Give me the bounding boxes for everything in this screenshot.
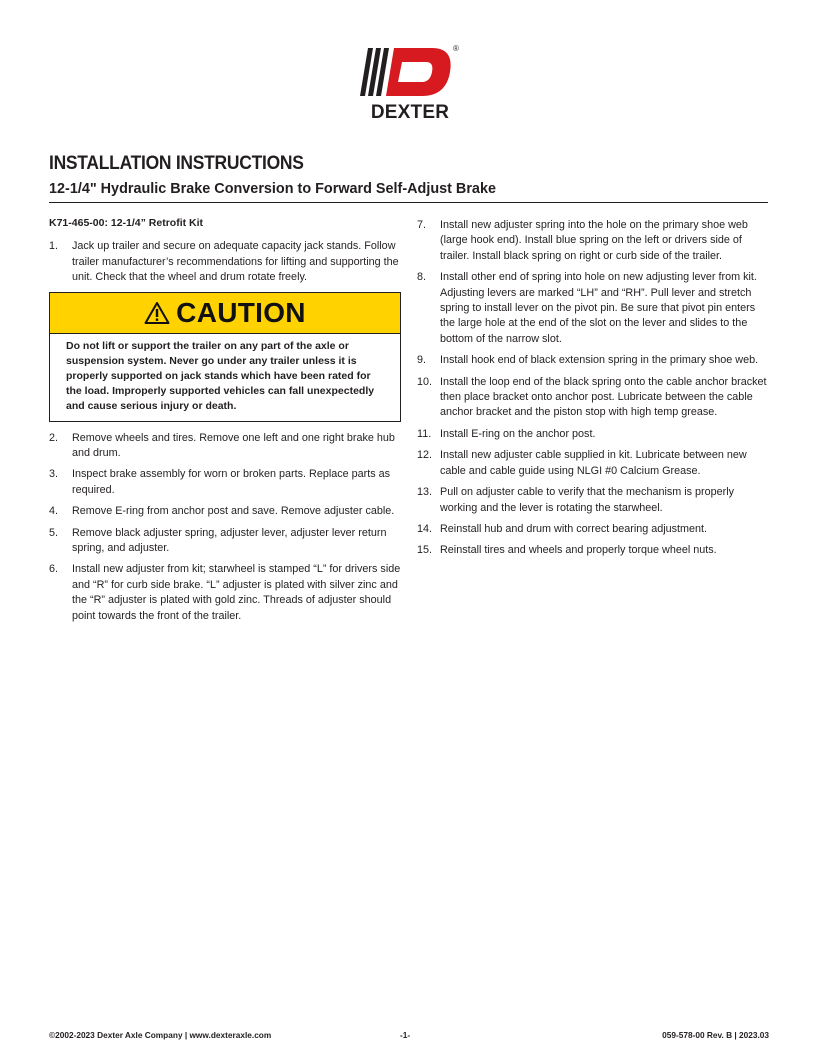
- right-column: [417, 218, 769, 565]
- footer-doc-revision: 059-578-00 Rev. B | 2023.03: [662, 1030, 769, 1040]
- step-text: Jack up trailer and secure on adequate capacity jack stands. Follow trailer manufacturer’s recommendations for lifting and supporting the unit. Check that the wheel and drum rotate freely.: [72, 240, 399, 284]
- step-number: 11.: [417, 427, 432, 440]
- step-number: 13.: [417, 486, 433, 499]
- page-title: INSTALLATION INSTRUCTIONS: [49, 153, 304, 174]
- step-item: [49, 431, 401, 462]
- step-text: Install E-ring on the anchor post.: [440, 427, 596, 440]
- step-number: 7.: [417, 219, 427, 231]
- step-number: 1.: [49, 240, 59, 253]
- dexter-logo: [360, 44, 460, 124]
- step-item: [49, 504, 401, 519]
- step-text: Inspect brake assembly for worn or broken parts. Replace parts as required.: [72, 468, 391, 496]
- caution-text: Do not lift or support the trailer on any part of the axle or suspension system. Never go under any trailer unless it is properly supported on jack stands which have been rated for the load. Improperly supported vehicles can fall unexpectedly and cause serious injury or death.: [66, 339, 375, 413]
- kit-label: K71-465-00: 12-1/4” Retrofit Kit: [49, 217, 204, 229]
- step-number: 10.: [417, 375, 433, 388]
- step-item: [417, 218, 769, 264]
- caution-box: [49, 292, 401, 422]
- step-text: Pull on adjuster cable to verify that the mechanism is properly working and the lever is rotating the starwheel.: [440, 486, 735, 514]
- page-subtitle: 12-1/4" Hydraulic Brake Conversion to Forward Self-Adjust Brake: [49, 180, 496, 197]
- step-item: [417, 427, 769, 442]
- step-text: Reinstall hub and drum with correct bearing adjustment.: [440, 522, 708, 535]
- step-item: [417, 522, 769, 537]
- step-text: Install other end of spring into hole on new adjusting lever from kit. Adjusting levers are marked “LH” and “RH”. Pull lever and stretch spring to install lever on the pivot pin. Be sure that pivot pin enters the large hole at the end of the slot on the lever and slides to the bottom of the narrow slot.: [440, 271, 757, 345]
- step-text: Remove E-ring from anchor post and save. Remove adjuster cable.: [72, 505, 395, 518]
- step-item: [417, 543, 769, 558]
- step-number: 8.: [417, 271, 427, 284]
- title-divider: [49, 202, 768, 203]
- registered-mark: ®: [453, 44, 459, 53]
- step-number: 9.: [417, 354, 427, 367]
- step-text: Install the loop end of the black spring onto the cable anchor bracket then place bracket onto anchor post. Lubricate between the cable anchor bracket and the piston stop with high temp grease.: [440, 375, 767, 419]
- step-text: Install new adjuster cable supplied in kit. Lubricate between new cable and cable guide using NLGI #0 Calcium Grease.: [440, 449, 747, 477]
- step-number: 12.: [417, 449, 433, 462]
- step-number: 15.: [417, 544, 433, 557]
- footer-page-number: -1-: [400, 1030, 411, 1040]
- step-number: 4.: [49, 505, 59, 518]
- step-item: [417, 270, 769, 347]
- step-number: 2.: [49, 431, 59, 444]
- step-text: Remove wheels and tires. Remove one left and one right brake hub and drum.: [72, 431, 395, 460]
- step-item: [49, 526, 401, 557]
- step-number: 5.: [49, 526, 59, 539]
- caution-header: [50, 293, 400, 334]
- step-number: 3.: [49, 468, 59, 481]
- footer-copyright: ©2002-2023 Dexter Axle Company | www.dexteraxle.com: [49, 1030, 272, 1040]
- step-item: [417, 375, 769, 421]
- step-text: Install new adjuster from kit; starwheel is stamped “L” for drivers side and “R” for curb side brake. “L” adjuster is plated with silver zinc and the “R” adjuster is plated with gold zinc. Threads of adjuster should point towards the front of the trailer.: [72, 563, 401, 622]
- step-item: [417, 448, 769, 479]
- logo-wordmark: DEXTER: [370, 102, 450, 123]
- step-item: [49, 239, 401, 285]
- step-number: 14.: [417, 522, 433, 535]
- step-item: [49, 467, 401, 498]
- step-text: Install hook end of black extension spring in the primary shoe web.: [440, 354, 759, 367]
- step-item: [417, 353, 769, 368]
- step-text: Install new adjuster spring into the hole on the primary shoe web (large hook end). Install blue spring on the left or drivers side of trailer. Install black spring on right or curb side of the trailer.: [440, 219, 748, 262]
- step-item: [49, 562, 401, 624]
- caution-heading: CAUTION: [176, 296, 306, 328]
- step-item: [417, 485, 769, 516]
- step-number: 6.: [49, 563, 59, 576]
- dexter-d-mark-icon: [360, 44, 456, 100]
- warning-triangle-icon: [144, 301, 170, 325]
- left-column: [49, 216, 401, 630]
- step-text: Reinstall tires and wheels and properly torque wheel nuts.: [440, 544, 717, 557]
- step-text: Remove black adjuster spring, adjuster lever, adjuster lever return spring, and adjuster.: [72, 526, 387, 555]
